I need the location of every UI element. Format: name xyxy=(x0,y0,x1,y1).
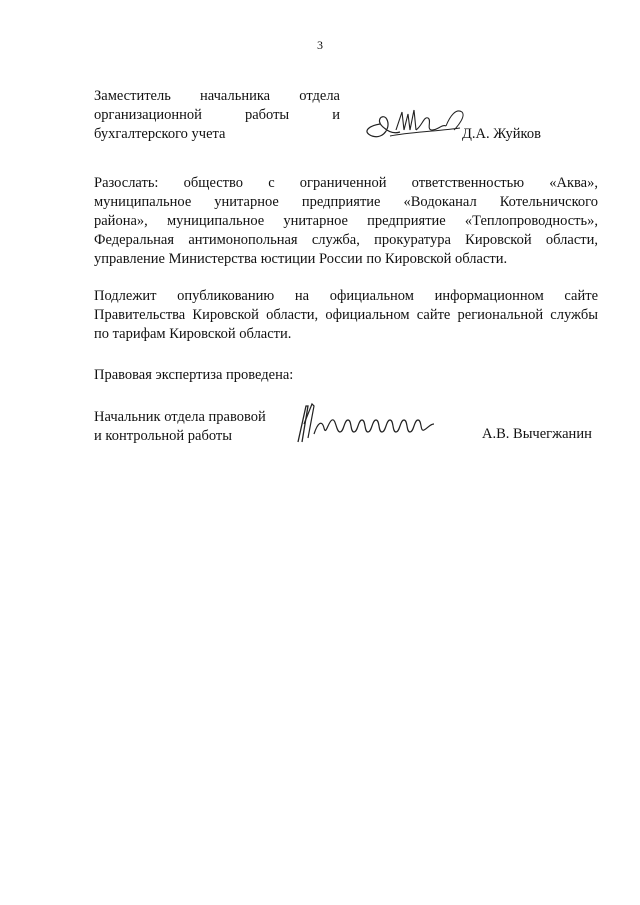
legal-head-title-line-2: и контрольной работы xyxy=(94,428,232,444)
deputy-title xyxy=(94,87,340,144)
publication-line-1: Подлежит опубликованию на официальном информационном сайте xyxy=(94,288,598,304)
deputy-title-line-2: организационной работы и xyxy=(94,107,340,123)
deputy-name: Д.А. Жуйков xyxy=(462,126,541,142)
legal-head-title xyxy=(94,408,266,446)
distribution-line-3: района», муниципальное унитарное предприятие «Теплопроводность», xyxy=(94,213,598,229)
distribution-line-5: управление Министерства юстиции России по Кировской области. xyxy=(94,251,508,267)
legal-review-text: Правовая экспертиза проведена: xyxy=(94,367,294,383)
legal-head-handwritten-signature xyxy=(292,398,442,446)
legal-head-name: А.В. Вычегжанин xyxy=(482,426,592,442)
publication-line-3: по тарифам Кировской области. xyxy=(94,326,292,342)
publication-paragraph xyxy=(94,287,598,344)
legal-head-title-line-1: Начальник отдела правовой xyxy=(94,409,266,425)
legal-review-note xyxy=(94,366,293,385)
distribution-paragraph xyxy=(94,174,598,269)
deputy-handwritten-signature xyxy=(350,96,470,146)
deputy-title-line-1: Заместитель начальника отдела xyxy=(94,88,340,104)
deputy-title-line-3: бухгалтерского учета xyxy=(94,126,226,142)
distribution-line-2: муниципальное унитарное предприятие «Водоканал Котельничского xyxy=(94,194,598,210)
page-number: 3 xyxy=(317,38,323,52)
publication-line-2: Правительства Кировской области, официальном сайте региональной службы xyxy=(94,307,598,323)
distribution-line-1: Разослать: общество с ограниченной ответственностью «Аква», xyxy=(94,175,598,191)
distribution-line-4: Федеральная антимонопольная служба, прокуратура Кировской области, xyxy=(94,232,598,248)
